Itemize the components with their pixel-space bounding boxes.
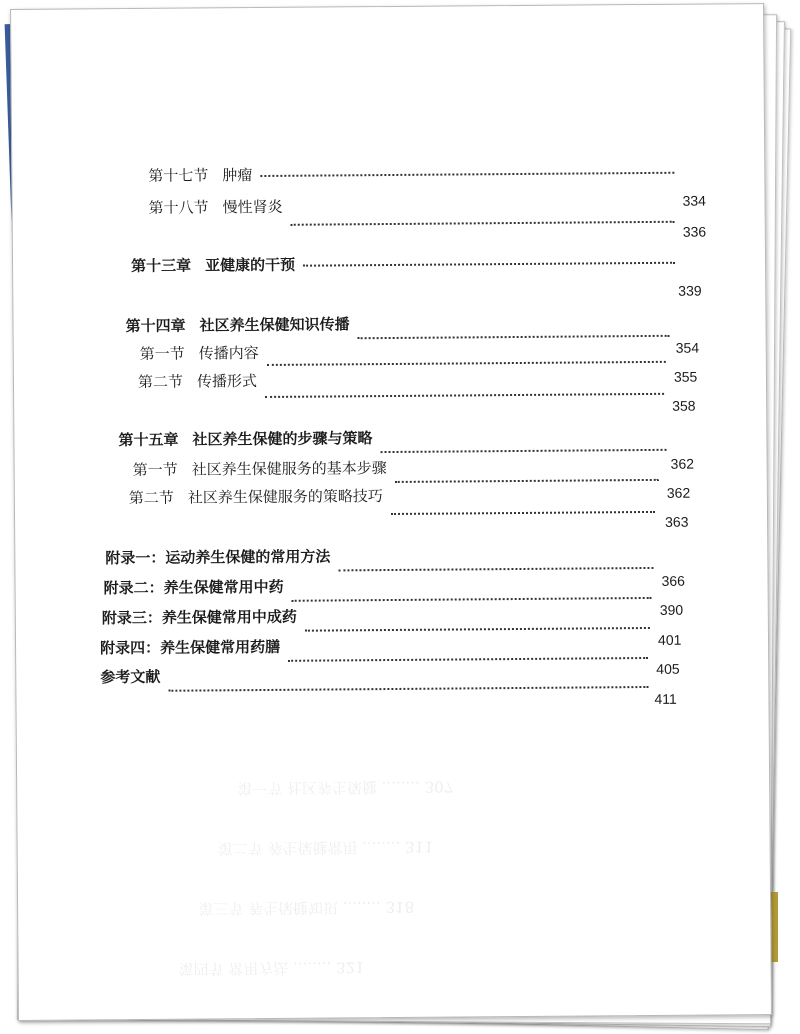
dot-leader [291, 221, 675, 226]
bleed-through-text: 第四节 常用方法 ........ 321 [178, 958, 365, 978]
toc-entry-references[interactable] [100, 662, 652, 687]
page-number: 334 [682, 192, 706, 209]
entry-section: 附录四： [99, 638, 161, 658]
entry-title: 社区养生保健服务的基本步骤 [191, 459, 387, 479]
entry-title: 养生保健常用药膳 [160, 637, 281, 657]
dot-leader [338, 567, 653, 571]
toc-entry-chapter[interactable] [125, 311, 673, 336]
entry-section: 第十七节 [148, 166, 209, 185]
entry-title: 肿瘤 [222, 166, 253, 185]
entry-section: 第一节 [139, 344, 185, 363]
entry-title: 慢性肾炎 [222, 197, 283, 217]
toc-entry[interactable] [129, 483, 659, 508]
page-number: 354 [675, 339, 700, 356]
page-number: 366 [661, 572, 685, 589]
entry-title: 养生保健常用中药 [163, 577, 284, 597]
page-number: 363 [665, 513, 689, 530]
toc-page [10, 3, 772, 1021]
page-number: 358 [672, 397, 696, 414]
page-number: 405 [656, 660, 680, 677]
entry-title: 养生保健常用中成药 [161, 607, 297, 627]
page-number: 390 [659, 601, 684, 618]
dot-leader [288, 657, 648, 662]
entry-section: 第十三章 [130, 256, 192, 276]
dot-leader [391, 511, 655, 515]
bleed-through-text: 第二节 养生保健常用 ........ 311 [217, 837, 434, 858]
bleed-through-text: 第三节 养生保健知识 ........ 318 [198, 897, 415, 918]
entry-title: 运动养生保健的常用方法 [165, 547, 331, 567]
entry-section: 附录三： [101, 608, 162, 628]
toc-entry-chapter[interactable] [118, 425, 670, 450]
page-number: 411 [654, 690, 677, 707]
entry-section: 附录二： [103, 578, 164, 598]
toc-entry[interactable] [149, 193, 679, 218]
toc-entry[interactable] [133, 455, 663, 480]
entry-title: 传播形式 [196, 372, 258, 391]
table-of-contents [11, 4, 771, 1020]
entry-section: 附录一： [105, 548, 166, 568]
page-number: 339 [678, 282, 702, 299]
toc-entry[interactable] [148, 161, 678, 186]
entry-section: 第一节 [132, 460, 178, 480]
dot-leader [265, 393, 664, 398]
page-number: 362 [666, 484, 691, 501]
entry-title: 社区养生保健知识传播 [199, 315, 350, 335]
dot-leader [267, 361, 666, 366]
dot-leader [292, 597, 652, 602]
entry-section: 第二节 [137, 372, 184, 391]
dot-leader [260, 172, 674, 177]
page-number: 401 [657, 631, 682, 648]
page-number: 355 [673, 368, 698, 385]
entry-title: 参考文献 [100, 667, 161, 687]
toc-entry[interactable] [140, 339, 670, 364]
toc-entry-appendix[interactable] [100, 633, 652, 658]
page-number: 336 [682, 223, 707, 240]
entry-section: 第十五章 [118, 430, 179, 450]
toc-entry-appendix[interactable] [105, 543, 657, 568]
entry-title: 社区养生保健的步骤与策略 [192, 429, 373, 449]
dot-leader [168, 686, 648, 692]
entry-title: 传播内容 [198, 344, 259, 363]
dot-leader [305, 627, 650, 632]
page-number: 362 [670, 455, 695, 472]
entry-section: 第十四章 [125, 316, 186, 336]
toc-entry-appendix[interactable] [102, 603, 654, 628]
bleed-through-text: 第一节 社区养生保健 ........ 307 [237, 777, 454, 798]
entry-section: 第二节 [128, 488, 174, 508]
toc-entry[interactable] [138, 367, 668, 392]
toc-entry-chapter[interactable] [131, 251, 679, 276]
dot-leader [381, 449, 667, 453]
entry-title: 亚健康的干预 [205, 255, 296, 275]
entry-section: 第十八节 [148, 198, 209, 217]
dot-leader [303, 262, 675, 267]
toc-entry-appendix[interactable] [104, 573, 656, 598]
entry-title: 社区养生保健服务的策略技巧 [187, 487, 383, 507]
